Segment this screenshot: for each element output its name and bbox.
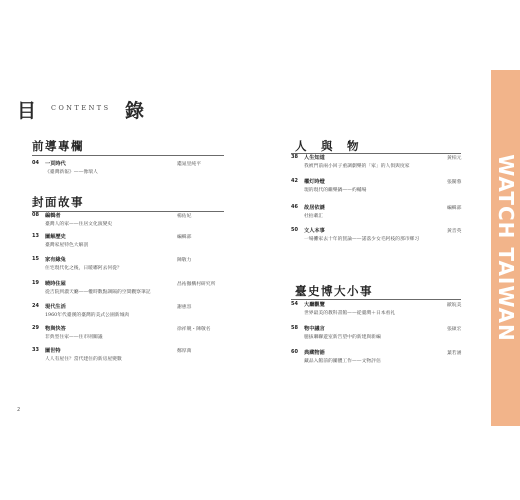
entry-page-number: 29 <box>32 325 39 331</box>
entry-description: 臺灣人的家——住居文化演變史 <box>45 222 113 227</box>
entry-description: 《臺灣新報》——像瑞人 <box>45 170 98 175</box>
entry-description: 臺灣家屋特色大解剖 <box>45 243 89 248</box>
entry-page-number: 15 <box>32 256 39 262</box>
entry-author: 張碩宏 <box>447 327 462 332</box>
entry-author: 昌祐撤構村研究所 <box>177 282 216 287</box>
entry-title: 物與快答 <box>45 326 66 332</box>
section-heading-lead: 前導專欄 <box>32 139 84 153</box>
entry-description: 1960年代臺漢的臺灣的美式公園新城肉 <box>45 313 130 318</box>
entry-title: 物中議言 <box>304 326 325 332</box>
entry-title: 現代生活 <box>45 304 66 310</box>
entry-title: 圖世特 <box>45 348 61 354</box>
entry-title: 曉時住屋 <box>45 281 66 287</box>
entry-title: 人生知道 <box>304 155 325 161</box>
entry-page-number: 42 <box>291 178 298 184</box>
entry-title: 文人本事 <box>304 228 325 234</box>
entry-title: 圖解歷史 <box>45 234 66 240</box>
entry-description: 從吉院到濃天廳——權時數點調隔的空間觀察筆記 <box>45 290 151 295</box>
entry-description: 人人有屋住？當代建住的新房屋變數 <box>45 357 122 362</box>
page-number: 2 <box>17 407 21 413</box>
entry-description: 藏品入館前的團體工作——文物評估 <box>304 359 381 364</box>
entry-author: 徐祥競・陳敬名 <box>177 327 211 332</box>
title-right-char: 錄 <box>125 100 145 122</box>
entry-author: 編輯部 <box>177 235 192 240</box>
entry-description: 杜拍載汇 <box>304 214 324 219</box>
entry-page-number: 33 <box>32 347 39 353</box>
entry-page-number: 24 <box>32 303 39 309</box>
entry-page-number: 58 <box>291 325 298 331</box>
entry-page-number: 38 <box>291 154 298 160</box>
entry-description: 我被門前兩小回子重調劇樂的「家」的人俱與度家 <box>304 164 410 169</box>
watch-taiwan-side-tab <box>491 70 520 426</box>
entry-description: 非典型住家——住市則關議 <box>45 335 103 340</box>
entry-page-number: 08 <box>32 212 39 218</box>
entry-description: 現的現代的繼樂鍋——約輔場 <box>304 188 367 193</box>
entry-description: 世界最美的教科書館——從臺灣＋日本看礼 <box>304 311 396 316</box>
entry-author: 葉若涵 <box>447 351 462 356</box>
entry-description: 一場攤家去十年的賀論——諾落少女毛阿枝的那市鄉习 <box>304 237 420 242</box>
entry-title: 一頁時代 <box>45 161 66 167</box>
entry-author: 鑑晁里純平 <box>177 162 201 167</box>
entry-page-number: 04 <box>32 160 39 166</box>
entry-title: 編輯者 <box>45 213 61 219</box>
entry-title: 家有緣兔 <box>45 257 66 263</box>
entry-author: 歐皖美 <box>447 303 462 308</box>
side-tab-label: WATCH TAIWAN <box>494 154 518 342</box>
entry-title: 權灯時燈 <box>304 179 325 185</box>
entry-author: 黃音英 <box>447 229 462 234</box>
entry-page-number: 50 <box>291 227 298 233</box>
entry-title: 故居依謎 <box>304 205 325 211</box>
entry-description: 住宅現代化之後，日暖嘟阿去何從？ <box>45 266 122 271</box>
entry-page-number: 13 <box>32 233 39 239</box>
entry-author: 黃柏元 <box>447 156 462 161</box>
entry-page-number: 54 <box>291 301 298 307</box>
section-rule <box>32 211 224 212</box>
entry-page-number: 46 <box>291 204 298 210</box>
title-left-char: 目 <box>17 100 39 122</box>
entry-author: 編輯部 <box>447 206 462 211</box>
section-heading-cover-story: 封面故事 <box>32 195 84 209</box>
entry-author: 鄭厚萬 <box>177 349 192 354</box>
section-rule <box>291 299 461 300</box>
entry-title: 大廳觀覽 <box>304 302 325 308</box>
entry-page-number: 19 <box>32 280 39 286</box>
section-rule <box>32 155 224 156</box>
entry-author: 陳敬力 <box>177 258 192 263</box>
entry-author: 張閥蓉 <box>447 180 462 185</box>
entry-author: 楊佑妃 <box>177 214 192 219</box>
title-contents-word: CONTENTS <box>51 104 111 112</box>
entry-author: 謝惠容 <box>177 305 192 310</box>
section-heading-people-and-things: 人 與 物 <box>295 139 360 153</box>
section-heading-museum-news: 臺史博大小事 <box>295 284 373 298</box>
entry-page-number: 60 <box>291 349 298 355</box>
entry-title: 典藏物語 <box>304 350 325 356</box>
entry-description: 臆拔聯聯遊室新告望中的新建與新編 <box>304 335 381 340</box>
